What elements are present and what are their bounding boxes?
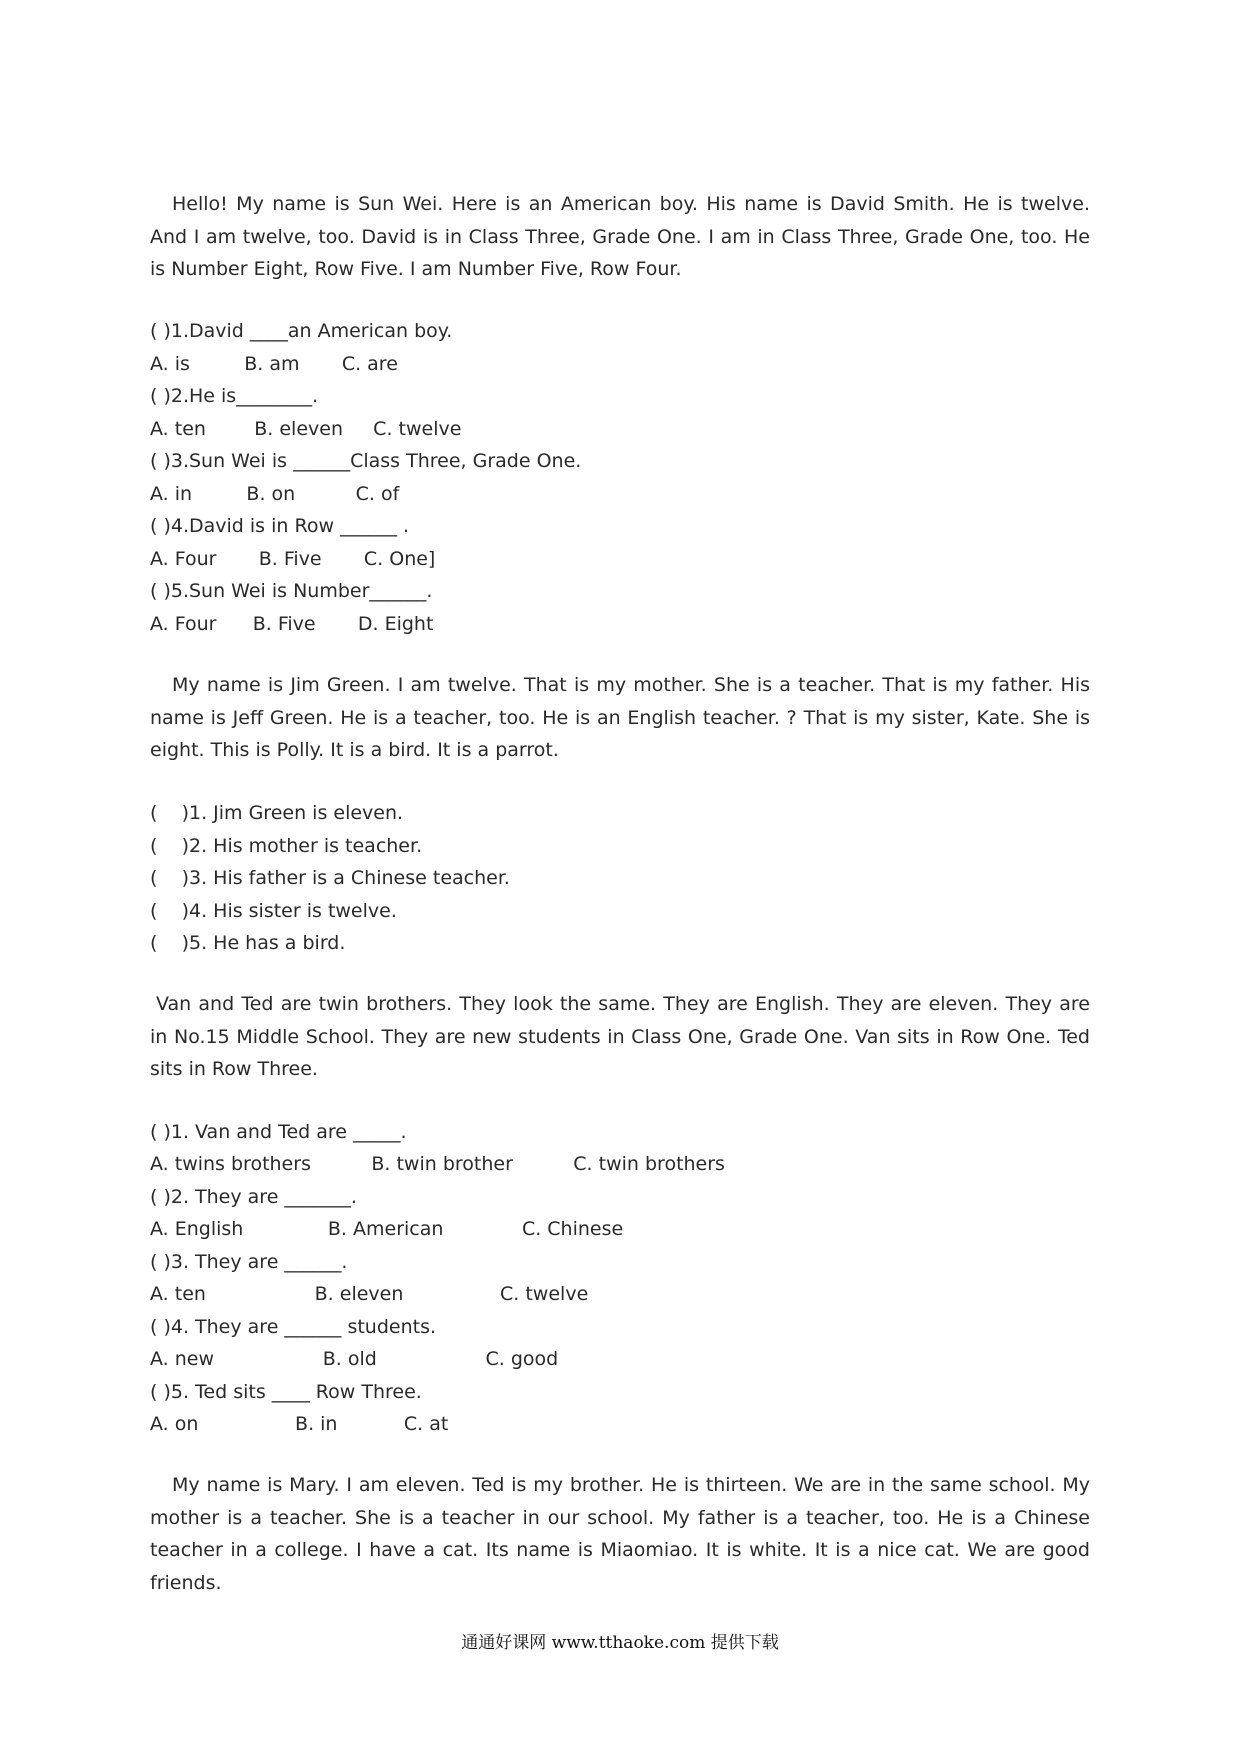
p3-options-4: A. new B. old C. good xyxy=(150,1348,559,1370)
p3-question-2: ( )2. They are _______. xyxy=(150,1186,357,1208)
p3-question-4: ( )4. They are ______ students. xyxy=(150,1316,437,1338)
p2-question-5: ( )5. He has a bird. xyxy=(150,932,346,954)
p3-question-5: ( )5. Ted sits ____ Row Three. xyxy=(150,1381,422,1403)
passage-1: Hello! My name is Sun Wei. Here is an American boy. His name is David Smith. He is twelve. And I am twelve, too. David is in Class Three, Grade One. I am in Class Three, Grade One, too. He is Number Eight, Row Five. I am Number Five, Row Four. xyxy=(150,193,1090,280)
passage-4: My name is Mary. I am eleven. Ted is my brother. He is thirteen. We are in the same school. My mother is a teacher. She is a teacher in our school. My father is a teacher, too. He is a Chinese teacher in a college. I have a cat. Its name is Miaomiao. It is white. It is a nice cat. We are good friends. xyxy=(150,1474,1090,1594)
p1-question-1: ( )1.David ____an American boy. xyxy=(150,320,453,342)
p3-question-3: ( )3. They are ______. xyxy=(150,1251,348,1273)
p1-options-1: A. is B. am C. are xyxy=(150,353,398,375)
p3-options-1: A. twins brothers B. twin brother C. twin brothers xyxy=(150,1153,725,1175)
p1-options-3: A. in B. on C. of xyxy=(150,483,400,505)
p1-question-3: ( )3.Sun Wei is ______Class Three, Grade One. xyxy=(150,450,582,472)
p1-question-5: ( )5.Sun Wei is Number______. xyxy=(150,580,433,602)
p1-options-2: A. ten B. eleven C. twelve xyxy=(150,418,462,440)
passage-3: Van and Ted are twin brothers. They look the same. They are English. They are eleven. They are in No.15 Middle School. They are new students in Class One, Grade One. Van sits in Row One. Ted sits in Row Three. xyxy=(150,993,1090,1080)
p1-question-4: ( )4.David is in Row ______ . xyxy=(150,515,410,537)
passage-2: My name is Jim Green. I am twelve. That is my mother. She is a teacher. That is my father. His name is Jeff Green. He is a teacher, too. He is an English teacher. ? That is my sister, Kate. She is eight. This is Polly. It is a bird. It is a parrot. xyxy=(150,674,1090,761)
p3-question-1: ( )1. Van and Ted are _____. xyxy=(150,1121,407,1143)
p1-question-2: ( )2.He is________. xyxy=(150,385,319,407)
p2-question-4: ( )4. His sister is twelve. xyxy=(150,900,397,922)
p2-question-2: ( )2. His mother is teacher. xyxy=(150,835,423,857)
p2-question-1: ( )1. Jim Green is eleven. xyxy=(150,802,404,824)
page-footer: 通通好课网 www.tthaoke.com 提供下载 xyxy=(461,1633,779,1653)
p3-options-5: A. on B. in C. at xyxy=(150,1413,449,1435)
p3-options-3: A. ten B. eleven C. twelve xyxy=(150,1283,589,1305)
p1-options-5: A. Four B. Five D. Eight xyxy=(150,613,434,635)
p1-options-4: A. Four B. Five C. One] xyxy=(150,548,436,570)
p3-options-2: A. English B. American C. Chinese xyxy=(150,1218,624,1240)
p2-question-3: ( )3. His father is a Chinese teacher. xyxy=(150,867,510,889)
